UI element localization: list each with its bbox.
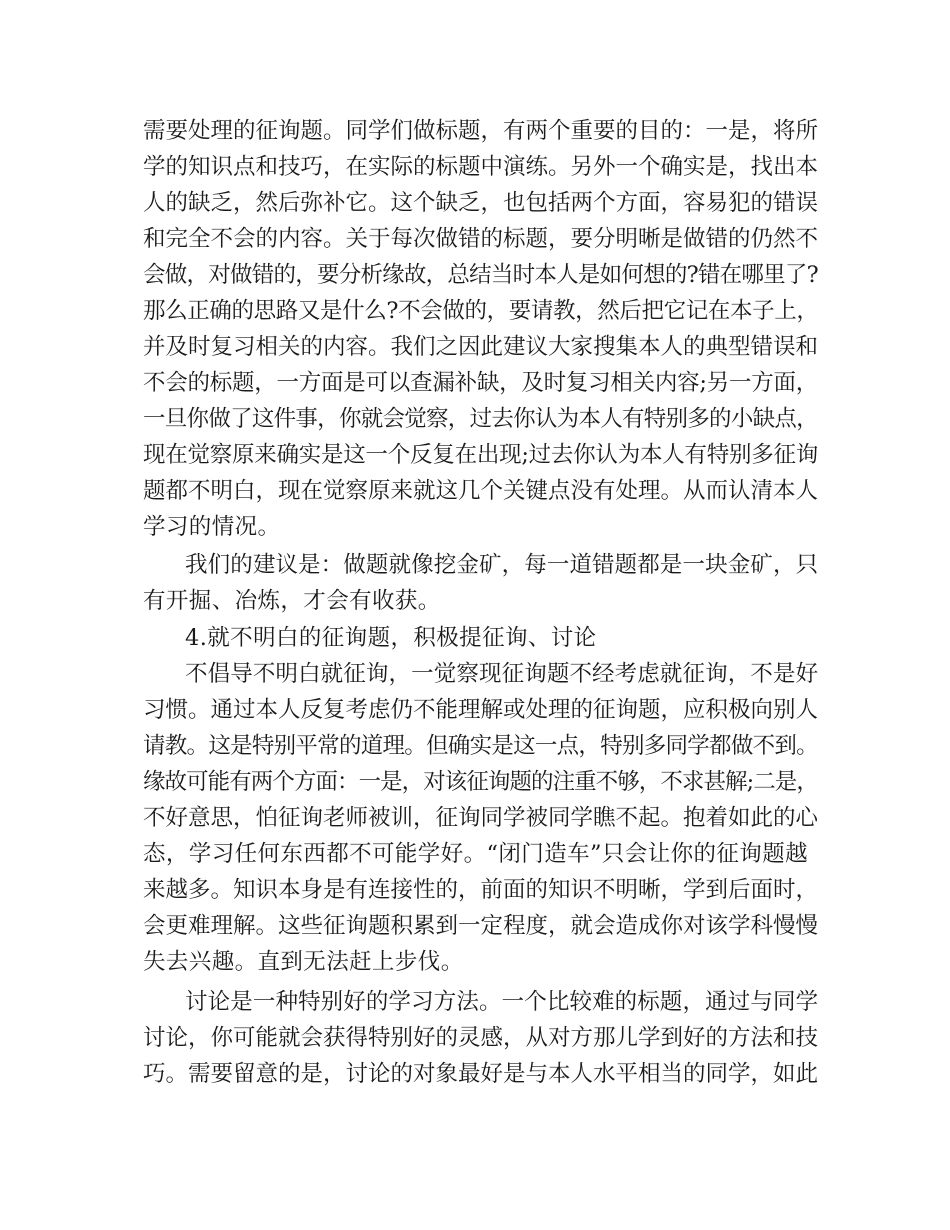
body-text-line: 题都不明白，现在觉察原来就这几个关键点没有处理。从而认清本人: [143, 478, 819, 504]
body-text-line: 一旦你做了这件事，你就会觉察，过去你认为本人有特别多的小缺点，: [143, 406, 818, 432]
body-text-line: 和完全不会的内容。关于每次做错的标题，要分明晰是做错的仍然不: [143, 226, 819, 252]
body-text-line: 不好意思，怕征询老师被训，征询同学被同学瞧不起。抱着如此的心: [143, 805, 819, 831]
body-text-line: 请教。这是特别平常的道理。但确实是这一点，特别多同学都做不到。: [143, 733, 818, 759]
body-text-line: 来越多。知识本身是有连接性的，前面的知识不明晰，学到后面时，: [143, 877, 819, 903]
body-text-line: 巧。需要留意的是，讨论的对象最好是与本人水平相当的同学，如此: [143, 1061, 819, 1087]
body-text-line: 不会的标题，一方面是可以查漏补缺，及时复习相关内容;另一方面，: [143, 370, 818, 396]
body-text-line: 学的知识点和技巧，在实际的标题中演练。另外一个确实是，找出本: [143, 154, 819, 180]
body-text-line: 需要处理的征询题。同学们做标题，有两个重要的目的：一是，将所: [143, 118, 819, 144]
body-text-line: 现在觉察原来确实是这一个反复在出现;过去你认为本人有特别多征询: [143, 442, 818, 468]
body-text-line: 讨论，你可能就会获得特别好的灵感，从对方那儿学到好的方法和技: [143, 1025, 819, 1051]
body-text-line: 我们的建议是：做题就像挖金矿，每一道错题都是一块金矿，只: [185, 552, 819, 578]
body-text-line: 人的缺乏，然后弥补它。这个缺乏，也包括两个方面，容易犯的错误: [143, 190, 819, 216]
body-text-line: 会做，对做错的，要分析缘故，总结当时本人是如何想的?错在哪里了?: [143, 262, 818, 288]
body-text-line: 失去兴趣。直到无法赶上步伐。: [143, 949, 464, 975]
body-text-line: 习惯。通过本人反复考虑仍不能理解或处理的征询题，应积极向别人: [143, 697, 819, 723]
body-text-line: 学习的情况。: [143, 514, 281, 540]
section-heading: 4.就不明白的征询题，积极提征询、讨论: [185, 625, 597, 651]
body-text-line: 态，学习任何东西都不可能学好。“闭门造车”只会让你的征询题越: [143, 841, 809, 867]
body-text-line: 那么正确的思路又是什么?不会做的，要请教，然后把它记在本子上，: [143, 298, 819, 324]
body-text-line: 缘故可能有两个方面：一是，对该征询题的注重不够，不求甚解;二是，: [143, 769, 818, 795]
body-text-line: 不倡导不明白就征询，一觉察现征询题不经考虑就征询，不是好: [185, 661, 819, 687]
body-text-line: 并及时复习相关的内容。我们之因此建议大家搜集本人的典型错误和: [143, 334, 819, 360]
body-text-line: 讨论是一种特别好的学习方法。一个比较难的标题，通过与同学: [185, 989, 819, 1015]
body-text-line: 有开掘、冶炼，才会有收获。: [143, 588, 441, 614]
body-text-line: 会更难理解。这些征询题积累到一定程度，就会造成你对该学科慢慢: [143, 913, 819, 939]
